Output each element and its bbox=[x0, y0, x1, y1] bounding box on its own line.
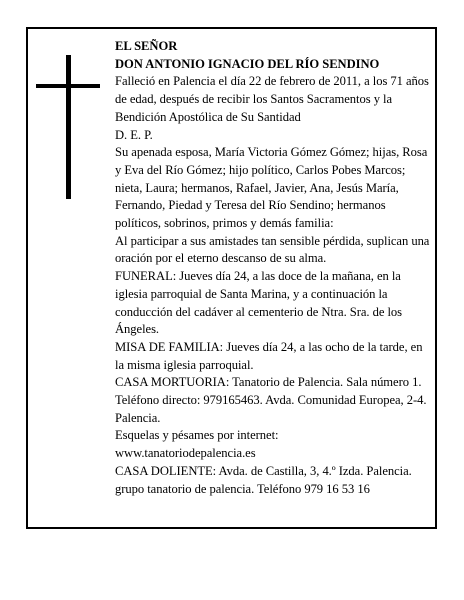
family-list: Su apenada esposa, María Victoria Gómez Gómez; hijas, Rosa y Eva del Río Gómez; hijo político, Carlos Pobes Marcos; nieta, Laura; hermanos, Rafael, Javier, Ana, Jesús María, Fernando, Piedad y Teresa del Río Sendino; hermanos políticos, sobrinos, primos y demás familia: bbox=[115, 145, 428, 231]
deceased-name: DON ANTONIO IGNACIO DEL RÍO SENDINO bbox=[115, 56, 380, 71]
cross-vertical-bar bbox=[66, 55, 71, 199]
condolences-label: Esquelas y pésames por internet: bbox=[115, 428, 279, 443]
footer-contact: grupo tanatorio de palencia. Teléfono 979 16 53 16 bbox=[115, 481, 370, 496]
funeral-home-info: CASA MORTUORIA: Tanatorio de Palencia. Sala número 1. Teléfono directo: 979165463. Avda. Comunidad Europea, 2-4. Palencia. bbox=[115, 375, 427, 425]
cross-horizontal-bar bbox=[36, 84, 100, 88]
death-info: Falleció en Palencia el día 22 de febrero de 2011, a los 71 años de edad, después de recibir los Santos Sacramentos y la Bendición Apostólica de Su Santidad bbox=[115, 74, 429, 124]
prayer-request: Al participar a sus amistades tan sensible pérdida, suplican una oración por el eterno descanso de su alma. bbox=[115, 233, 430, 266]
notice-text bbox=[115, 38, 433, 498]
family-mass-info: MISA DE FAMILIA: Jueves día 24, a las ocho de la tarde, en la misma iglesia parroquial. bbox=[115, 339, 423, 372]
notice-heading: EL SEÑOR bbox=[115, 39, 178, 53]
website-link[interactable]: www.tanatoriodepalencia.es bbox=[115, 446, 256, 461]
rip-text: D. E. P. bbox=[115, 127, 153, 142]
funeral-info: FUNERAL: Jueves día 24, a las doce de la mañana, en la iglesia parroquial de Santa Marina, y a continuación la conducción del cadáver al cementerio de Ntra. Sra. de los Ángeles. bbox=[115, 269, 403, 337]
mourning-house-info: CASA DOLIENTE: Avda. de Castilla, 3, 4.º Izda. Palencia. bbox=[115, 463, 412, 478]
